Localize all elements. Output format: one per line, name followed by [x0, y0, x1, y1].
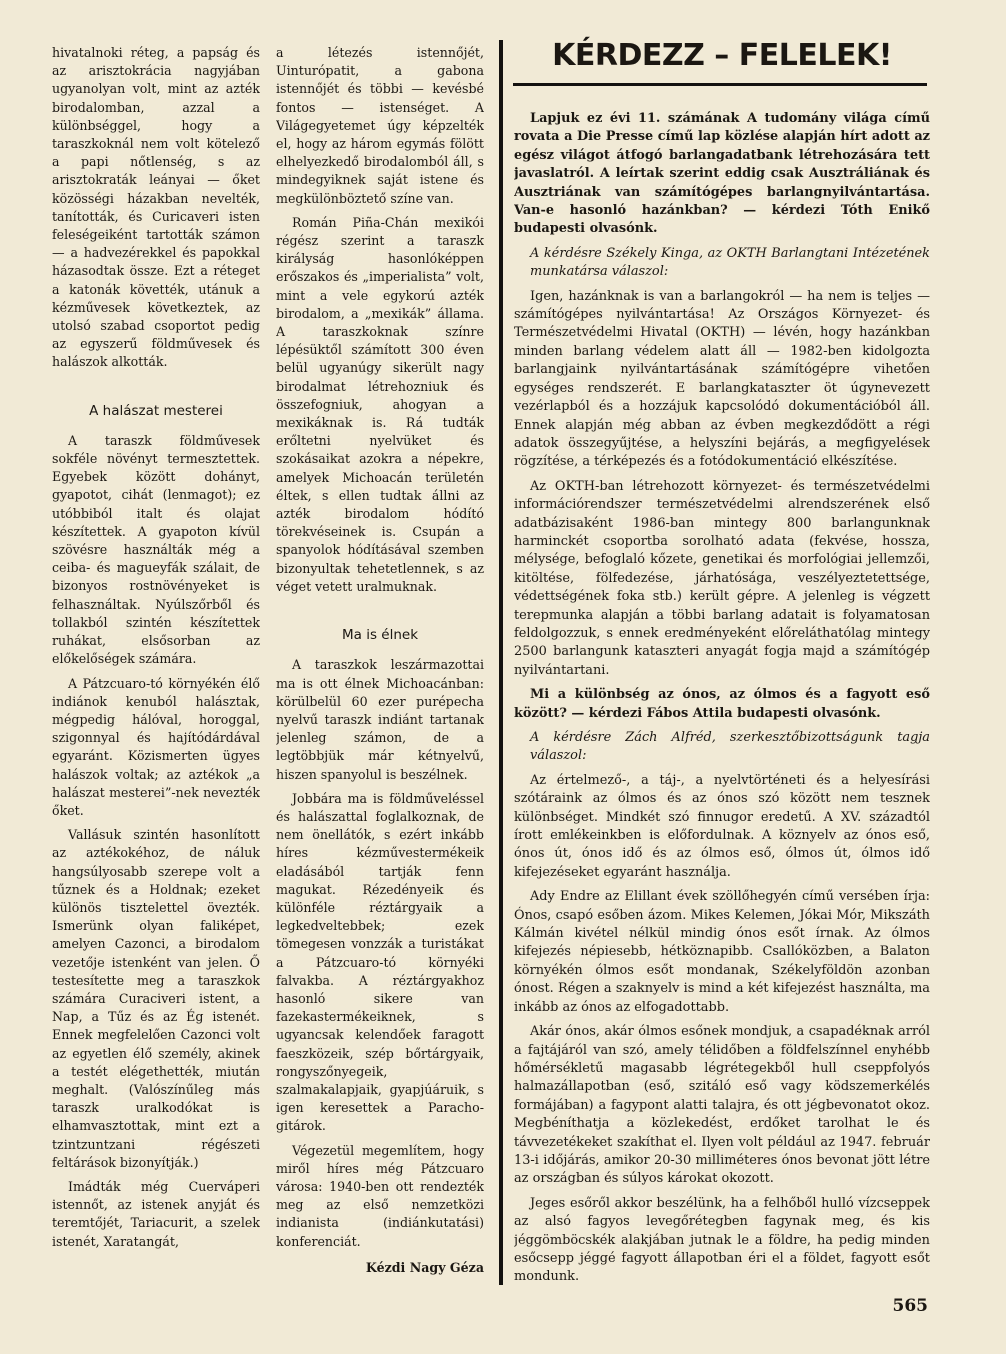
paragraph: A Pátzcuaro-tó környékén élő indiánok kenuból halásztak, mégpedig hálóval, horoggal, szigonnyal és hajítódárdával egyaránt. Közismerten ügyes halászok voltak; az aztékok „a halászat mesterei”-nek nevezték őket.	[52, 675, 260, 818]
paragraph: Vallásuk szintén hasonlított az aztékokéhoz, de náluk hangsúlyosabb szerepe volt a tűznek és a Holdnak; ezeket különös tisztelettel övezték. Ismerünk olyan faliképet, amelyen Cazonci, a birodalom vezetője istenként van jelen. Ő testesítette meg a taraszkok számára Curaciveri istent, a Nap, a Tűz és az Ég istenét. Ennek megfelelően Cazonci volt az egyetlen élő személy, akinek a testét elégethették, miután meghalt. (Valószínűleg más taraszk uralkodókat is elhamvasztottak, mint ezt a tzintzuntzani régészeti feltárások bizonyítják.)	[52, 827, 260, 1170]
paragraph: Jeges esőről akkor beszélünk, ha a felhőből hulló vízcseppek az alsó fagyos levegőrétegben fagynak meg, és kis jéggömböcskék alakjában jutnak le a földre, ha pedig minden esőcsepp jéggé fagyott állapotban éri el a földet, fagyott esőt mondunk.	[514, 1195, 930, 1285]
section-heading-halaszat: A halászat mesterei	[89, 402, 223, 419]
paragraph: A taraszkok leszármazottai ma is ott élnek Michoacánban: körülbelül 60 ezer purépecha nyelvű taraszk indiánt tartanak jelenleg számon, de a legtöbbjük már kétnyelvű, hiszen spanyolul is beszélnek.	[276, 657, 484, 782]
paragraph: a létezés istennőjét, Uinturópatit, a gabona istennőjét és többi — kevésbé fontos — istenséget. A Világegyetemet úgy képzelték el, hogy az három egymás fölött elhelyezkedő birodalomból áll, s mindegyiknek saját istene és megkülönböztető színe van.	[276, 45, 484, 206]
section-heading-ma-is-elnek: Ma is élnek	[341, 627, 419, 644]
paragraph: hivatalnoki réteg, a papság és az arisztokrácia nagyjában ugyanolyan volt, mint az azték birodalomban, azzal a különbséggel, hogy a taraszkoknál nem volt kötelező a papi nőtlenség, s az arisztokraták leányai — őket közösségi házakban nevelték, tanították, és Curicaveri isten feleségeiként tartották számon — a hadvezérekkel és papokkal házasodtak össze. Ezt a réteget a katonák követték, utánuk a kézművesek következtek, az utolsó szabad csoportot pedig az egyszerű földművesek és halászok alkották.	[52, 45, 260, 370]
paragraph: A taraszk földművesek sokféle növényt termesztettek. Egyebek között dohányt, gyapotot, cihát (lenmagot); ez utóbbiból italt és olajat készítettek. A gyapoton kívül szövésre használták még a ceiba- és magueyfák szálait, de bizonyos rostnövényeket is felhasználtak. Nyúlszőrből és tollakból szintén készítettek ruhákat, elsősorban az előkelőségek számára.	[52, 432, 260, 667]
page-number: 565	[892, 1296, 928, 1316]
paragraph: Ady Endre az Elillant évek szöllőhegyén című versében írja: Ónos, csapó esőben ázom. Mikes Kelemen, Jókai Mór, Mikszáth Kálmán kivétel nélkül mindig ónos esőt írnak. Az ólmos kifejezés népiesebb, hétköznapibb. Csallóközben, a Balaton környékén ólmos esőt mondanak, Székelyföldön azonban ónost. Régen a szaknyelv is mind a két kifejezést használta, ma inkább az ónos az elfogadottabb.	[514, 889, 930, 1015]
paragraph: Imádták még Cuerváperi istennőt, az istenek anyját és teremtőjét, Tariacurit, a szelek istenét, Xaratangát,	[52, 1178, 260, 1249]
column-right-qa	[514, 104, 930, 1354]
column-middle	[276, 44, 484, 1284]
paragraph: Román Piña-Chán mexikói régész szerint a taraszk királyság hasonlóképpen erőszakos és „imperialista” volt, mint a vele egykorú azték birodalom, a „mexikák” állama. A taraszkoknak színre lépésüktől számított 300 éven belül ugyanúgy sikerült nagy birodalmat létrehozniuk és összefogniuk, ahogyan a mexikáknak is. Rá tudták erőltetni nyelvüket és szokásaikat azokra a népekre, amelyek Michoacán területén éltek, s ellen tudtak állni az azték birodalom hódító törekvéseinek is. Csupán a spanyolok hódításával szemben bizonyultak tehetetlennek, s az véget vetett uralmuknak.	[276, 214, 484, 594]
reader-question: Lapjuk ez évi 11. számának A tudomány világa című rovata a Die Presse című lap közlése alapján hírt adott az egész világot átfogó barlangadatbank létrehozására tett javaslatról. A leírtak szerint eddig csak Ausztráliának és Ausztriának van számítógépes barlangnyilvántartása. Van-e hasonló hazánkban? — kérdezi Tóth Enikő budapesti olvasónk.	[514, 111, 930, 237]
column-left	[52, 44, 260, 1284]
answer-intro: A kérdésre Székely Kinga, az OKTH Barlangtani Intézetének munkatársa válaszol:	[530, 245, 930, 280]
reader-question: Mi a különbség az ónos, az ólmos és a fagyott eső között? — kérdezi Fábos Attila budapesti olvasónk.	[514, 687, 930, 721]
paragraph: Az OKTH-ban létrehozott környezet- és természetvédelmi információrendszer természetvédelmi alrendszerének első adatbázisaként 1986-ban mintegy 800 barlangunknak harminckét csoportba sorolható adata (fekvése, hossza, mélysége, befoglaló kőzete, genetikai és morfológiai jellemzői, kitöltése, fölfedezése, járhatósága, veszélyeztetettsége, védettségének foka stb.) került gépre. A jelenleg is végzett terepmunka alapján a többi barlang adatait is folyamatosan feldolgozzuk, s ennek eredményeként előreláthatólag mintegy 2500 barlangunk kataszteri anyagát fogja majd a számítógép nyilvántartani.	[514, 478, 930, 678]
column-title: KÉRDEZZ – FELELEK!	[552, 38, 892, 73]
paragraph: Jobbára ma is földműveléssel és halászattal foglalkoznak, de nem önellátók, s ezért inkább híres kézművestermékeik eladásából tartják fenn magukat. Rézedényeik és különféle réztárgyaik a legkedveltebbek; ezek tömegesen vonzzák a turistákat a Pátzcuaro-tó környéki falvakba. A réztárgyakhoz hasonló sikere van fazekastermékeiknek, s ugyancsak kelendőek faragott faeszközeik, szép bőrtárgyaik, rongyszőnyegeik, szalmakalapjaik, gyapjúáruik, s igen keresettek a Paracho-gitárok.	[276, 790, 484, 1134]
answer-intro: A kérdésre Zách Alfréd, szerkesztőbizottságunk tagja válaszol:	[530, 730, 930, 764]
paragraph: Az értelmező-, a táj-, a nyelvtörténeti és a helyesírási szótáraink az ólmos és az ónos szó között nem tesznek különbséget. Mindkét szó finnugor eredetű. A XV. századtól írott emlékeinkben is előfordulnak. A köznyelv az ónos eső, ónos út, ónos idő és az ólmos eső, ólmos út, ólmos idő kifejezéseket egyaránt használja.	[514, 772, 930, 880]
paragraph: Igen, hazánknak is van a barlangokról — ha nem is teljes — számítógépes nyilvántartása! Az Országos Környezet- és Természetvédelmi Hivatal (OKTH) — lévén, hogy hazánkban minden barlang védelem alatt áll — 1982-ben kidolgozta barlangjaink nyilvántartásának számítógépre vihetően egységes rendszerét. E barlangkataszter öt úgynevezett vezérlapból és a hozzájuk kapcsolódó dokumentációból áll. Ennek alapján még abban az évben megkezdődött a régi adatok összegyűjtése, a helyszíni bejárás, a megfigyelések rögzítése, a térképezés és a fotódokumentáció elkészítése.	[514, 288, 930, 470]
author-signature: Kézdi Nagy Géza	[365, 1259, 484, 1275]
paragraph: Végezetül megemlítem, hogy miről híres még Pátzcuaro városa: 1940-ben ott rendezték meg az első nemzetközi indianista (indiánkutatási) konferenciát.	[276, 1142, 484, 1249]
paragraph: Akár ónos, akár ólmos esőnek mondjuk, a csapadéknak arról a fajtájáról van szó, amely télidőben a földfelszínnel enyhébb hőmérsékletű magasabb légrétegekből hull cseppfolyós halmazállapotban (eső, szitáló eső vagy ködszemerkélés formájában) a fagypont alatti talajra, és ott jégbevonatot okoz. Megbéníthatja a közlekedést, erdőket tarolhat le és távvezetékeket szakíthat el. Ilyen volt például az 1947. február 13-i időjárás, amikor 20-30 milliméteres ónos bevonat jött létre az országban és súlyos károkat okozott.	[514, 1024, 930, 1187]
title-rule	[513, 83, 927, 86]
column-divider	[499, 40, 503, 1285]
